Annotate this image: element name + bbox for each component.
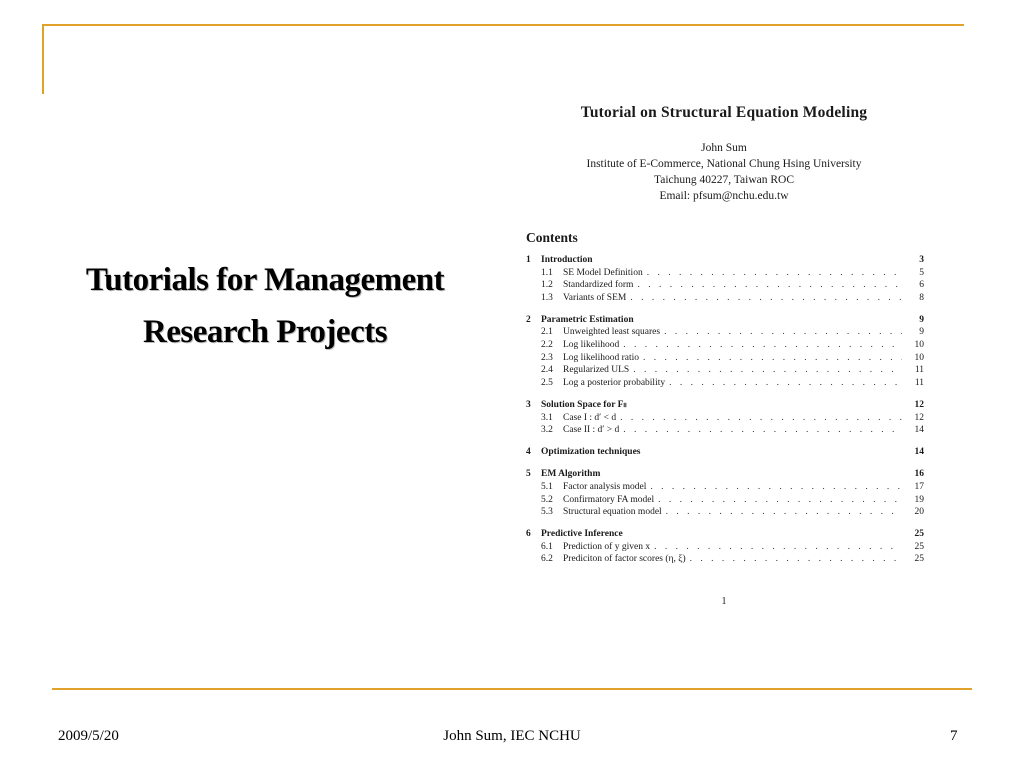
toc-subsection-row [526,377,924,390]
toc-subsection-page: 12 [914,412,924,423]
toc-subsection-number: 2.2 [541,340,553,351]
toc-section-number: 2 [526,314,531,325]
toc-leader-dots [647,267,902,280]
toc-section-row [526,446,924,459]
toc-leader-dots [654,541,902,554]
paper-preview [518,98,930,618]
toc-subsection-number: 2.4 [541,365,553,376]
toc-subsection-number: 6.2 [541,554,553,565]
toc-subsection-row [526,481,924,494]
toc-section-number: 3 [526,399,531,410]
toc-subsection-row [526,553,924,566]
toc-subsection-row [526,494,924,507]
toc-subsection-page: 17 [914,481,924,492]
toc-subsection-label: Case II : d′ > d [563,425,620,436]
slide-title-line-2: Research Projects [142,314,388,350]
toc-leader-dots [664,326,902,339]
toc-section-label: EM Algorithm [541,469,601,480]
toc-subsection-row [526,339,924,352]
toc-subsection-page: 14 [914,425,924,436]
toc-subsection-page: 11 [914,377,924,388]
toc-subsection-page: 8 [919,292,924,303]
toc-leader-dots [650,481,902,494]
toc-leader-dots [658,494,902,507]
toc-subsection-page: 25 [914,554,924,565]
toc-section [526,468,924,518]
bottom-accent-rule [52,688,972,690]
toc-section-label: Predictive Inference [541,529,623,540]
paper-address: Taichung 40227, Taiwan ROC [654,174,794,186]
toc-subsection-number: 5.3 [541,507,553,518]
toc-subsection-label: Regularized ULS [563,365,630,376]
toc-leader-dots [637,279,902,292]
toc-section [526,528,924,566]
toc-section-label: Optimization techniques [541,447,641,458]
toc-subsection-row [526,364,924,377]
toc-subsection-row [526,412,924,425]
toc-leader-dots [669,377,902,390]
toc-section-row [526,254,924,267]
toc-subsection-number: 5.1 [541,481,553,492]
toc-subsection-label: Case I : d′ < d [563,412,617,423]
toc-section-label: Solution Space for Fₗₗ [541,399,627,410]
toc-subsection-number: 5.2 [541,494,553,505]
toc-leader-dots [666,506,902,519]
table-of-contents [526,254,924,575]
toc-section-page: 14 [914,447,924,458]
toc-subsection-row [526,326,924,339]
toc-subsection-label: Unweighted least squares [563,327,661,338]
toc-leader-dots [633,364,902,377]
toc-subsection-label: Log a posterior probability [563,377,666,388]
toc-section [526,446,924,459]
toc-section-number: 1 [526,255,531,265]
toc-subsection-page: 25 [914,541,924,552]
toc-section-page: 3 [919,255,924,265]
toc-subsection-number: 1.3 [541,292,553,303]
toc-leader-dots [690,553,902,566]
toc-subsection-row [526,506,924,519]
paper-email: Email: pfsum@nchu.edu.tw [659,190,789,202]
toc-section-number: 4 [526,447,531,458]
toc-section-row [526,468,924,481]
footer-slide-number: 7 [950,728,958,744]
toc-subsection-row [526,292,924,305]
toc-subsection-page: 6 [919,280,924,291]
toc-leader-dots [630,292,902,305]
toc-subsection-label: Prediction of y given x [563,541,651,552]
paper-title: Tutorial on Structural Equation Modeling [580,104,868,121]
toc-subsection-label: Prediciton of factor scores (η, ξ) [563,554,686,565]
toc-section-label: Parametric Estimation [541,314,634,325]
toc-subsection-page: 5 [919,267,924,278]
toc-section [526,399,924,437]
toc-leader-dots [620,412,902,425]
toc-section [526,314,924,390]
contents-heading: Contents [526,230,578,245]
toc-subsection-page: 20 [914,507,924,518]
toc-subsection-label: Factor analysis model [563,481,647,492]
left-accent-rule [42,24,44,94]
slide-title-line-1: Tutorials for Management [85,262,445,298]
toc-section-label: Introduction [541,255,593,265]
toc-section-row [526,528,924,541]
toc-section [526,254,924,304]
toc-subsection-number: 2.1 [541,327,553,338]
toc-subsection-number: 3.1 [541,412,553,423]
toc-subsection-page: 10 [914,340,924,351]
paper-affiliation: Institute of E-Commerce, National Chung Hsing University [586,158,862,170]
toc-subsection-page: 11 [914,365,924,376]
toc-subsection-label: Log likelihood [563,340,620,351]
toc-subsection-row [526,267,924,280]
toc-subsection-page: 10 [914,352,924,363]
toc-section-number: 6 [526,529,531,540]
toc-section-row [526,314,924,327]
toc-subsection-label: Log likelihood ratio [563,352,639,363]
toc-leader-dots [623,424,902,437]
toc-subsection-number: 6.1 [541,541,553,552]
top-accent-rule [42,24,964,26]
toc-subsection-row [526,352,924,365]
toc-subsection-row [526,279,924,292]
toc-subsection-number: 2.3 [541,352,553,363]
slide-title [40,254,490,358]
toc-section-page: 16 [914,469,924,480]
toc-subsection-label: Variants of SEM [563,292,627,303]
toc-section-row [526,399,924,412]
toc-subsection-number: 3.2 [541,425,553,436]
toc-section-number: 5 [526,469,531,480]
author-block [518,140,930,204]
toc-section-page: 12 [914,399,924,410]
footer-author: John Sum, IEC NCHU [443,728,581,744]
toc-subsection-label: Confirmatory FA model [563,494,655,505]
toc-subsection-row [526,541,924,554]
toc-subsection-label: Standardized form [563,280,634,291]
toc-leader-dots [643,352,902,365]
toc-section-page: 9 [919,314,924,325]
toc-subsection-row [526,424,924,437]
toc-subsection-number: 1.2 [541,280,553,291]
toc-section-page: 25 [914,529,924,540]
paper-author: John Sum [701,142,747,154]
paper-page-number: 1 [721,596,727,607]
toc-subsection-number: 1.1 [541,267,553,278]
toc-subsection-page: 19 [914,494,924,505]
toc-subsection-label: SE Model Definition [563,267,643,278]
toc-subsection-label: Structural equation model [563,507,662,518]
toc-subsection-page: 9 [919,327,924,338]
toc-subsection-number: 2.5 [541,377,553,388]
footer-date: 2009/5/20 [58,728,119,744]
toc-leader-dots [623,339,902,352]
